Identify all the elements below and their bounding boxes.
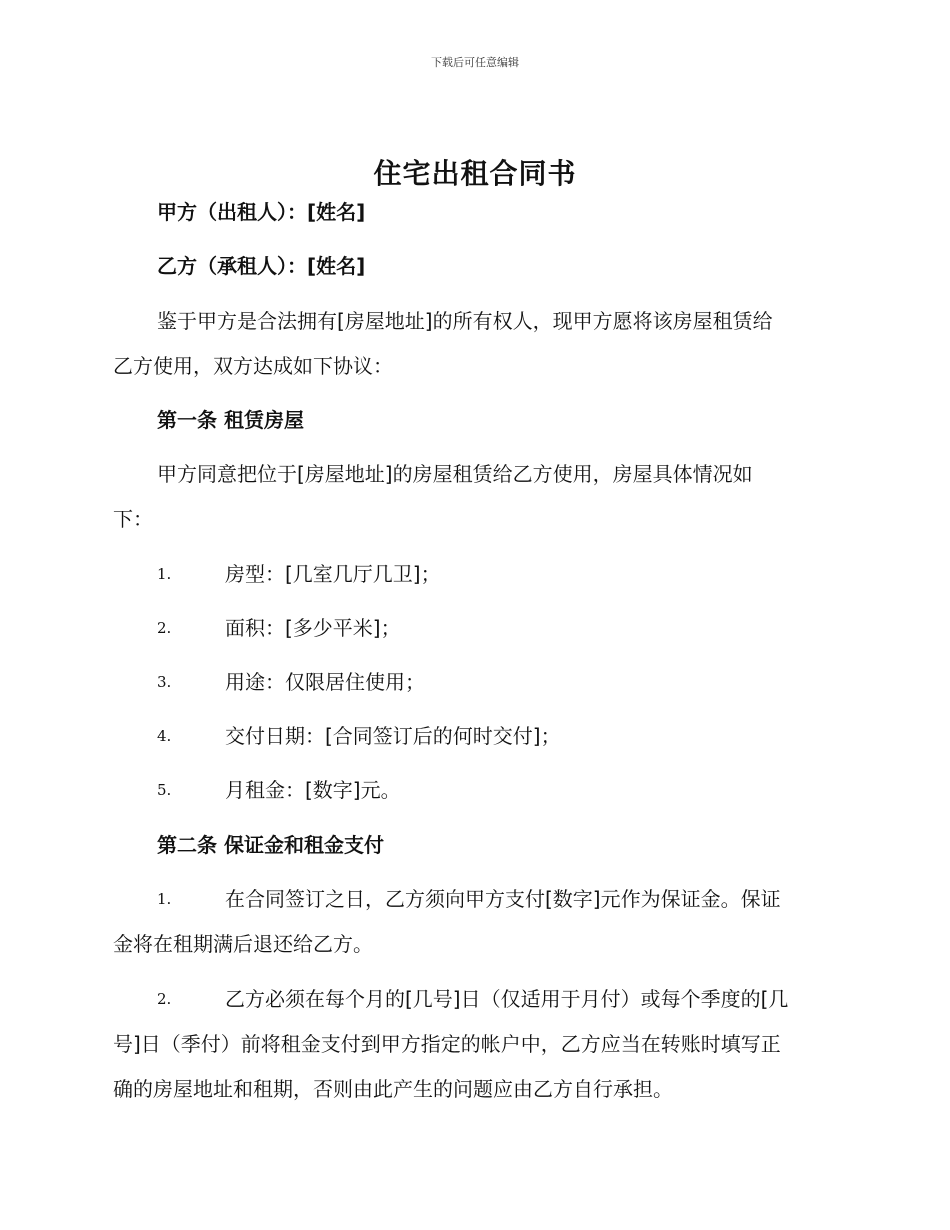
article1-item-1-number: 1. <box>157 565 172 583</box>
article2-item-2-line-1: 乙方必须在每个月的[几号]日（仅适用于月付）或每个季度的[几 <box>225 987 789 1011</box>
article2-item-2-number: 2. <box>157 990 172 1008</box>
preamble-line-2: 乙方使用，双方达成如下协议： <box>113 354 393 378</box>
article1-item-3-number: 3. <box>157 673 172 691</box>
article2-item-2-line-3: 确的房屋地址和租期，否则由此产生的问题应由乙方自行承担。 <box>113 1077 673 1101</box>
article1-item-3-text: 用途：仅限居住使用； <box>225 670 425 694</box>
article1-intro-line-2: 下： <box>113 507 153 531</box>
article2-item-1-line-2: 金将在租期满后退还给乙方。 <box>113 932 373 956</box>
article1-item-5-number: 5. <box>157 781 172 799</box>
preamble-line-1: 鉴于甲方是合法拥有[房屋地址]的所有权人，现甲方愿将该房屋租赁给 <box>157 309 773 333</box>
article1-item-5-text: 月租金：[数字]元。 <box>225 778 401 802</box>
article2-item-2-line-2: 号]日（季付）前将租金支付到甲方指定的帐户中，乙方应当在转账时填写正 <box>113 1032 781 1056</box>
party-a: 甲方（出租人）：[姓名] <box>157 200 366 224</box>
article1-item-1-text: 房型：[几室几厅几卫]； <box>225 562 441 586</box>
article1-item-2-text: 面积：[多少平米]； <box>225 616 401 640</box>
article2-heading: 第二条 保证金和租金支付 <box>157 833 384 857</box>
header-note: 下载后可任意编辑 <box>431 56 519 69</box>
document-title: 住宅出租合同书 <box>373 157 577 190</box>
article2-item-1-number: 1. <box>157 890 172 908</box>
article1-item-2-number: 2. <box>157 619 172 637</box>
article1-heading: 第一条 租赁房屋 <box>157 408 304 432</box>
article1-item-4-number: 4. <box>157 727 172 745</box>
party-b: 乙方（承租人）：[姓名] <box>157 254 366 278</box>
article2-item-1-line-1: 在合同签订之日，乙方须向甲方支付[数字]元作为保证金。保证 <box>225 887 781 911</box>
article1-item-4-text: 交付日期：[合同签订后的何时交付]； <box>225 724 561 748</box>
article1-intro-line-1: 甲方同意把位于[房屋地址]的房屋租赁给乙方使用，房屋具体情况如 <box>157 462 753 486</box>
